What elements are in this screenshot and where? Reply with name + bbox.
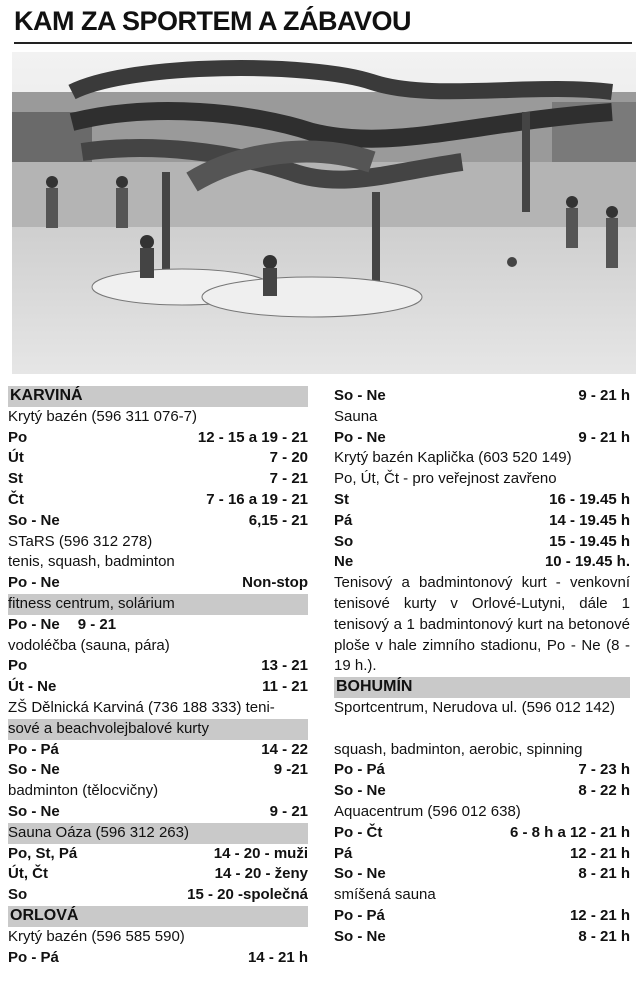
opening-hours: 14 - 20 - muži (213, 844, 308, 862)
opening-hours: 9 - 21 (77, 615, 117, 633)
opening-hours: 12 - 21 h (569, 906, 630, 924)
opening-hours: 9 -21 (273, 761, 308, 779)
schedule-row (334, 906, 630, 927)
day-range: Út (8, 449, 24, 467)
venue-label: Krytý bazén (596 585 590) (8, 927, 185, 945)
schedule-row (334, 532, 630, 553)
city-heading: ORLOVÁ (8, 906, 308, 927)
schedule-row (334, 552, 630, 573)
schedule-row (8, 511, 308, 532)
day-range: Pá (334, 511, 353, 529)
opening-hours: 7 - 20 (269, 449, 308, 467)
day-range: Út, Čt (8, 865, 48, 883)
venue-label: Sauna (334, 407, 378, 425)
day-range: Po - Pá (8, 740, 59, 758)
schedule-row (334, 428, 630, 449)
schedule-row (8, 428, 308, 449)
opening-hours: 8 - 21 h (578, 927, 630, 945)
day-range: So (334, 532, 354, 550)
venue-heading: Sauna Oáza (596 312 263) (8, 823, 308, 844)
venue-label: Po, Út, Čt - pro veřejnost zavřeno (334, 470, 557, 488)
opening-hours: 14 - 21 h (247, 948, 308, 966)
opening-hours: 7 - 23 h (578, 761, 630, 779)
opening-hours: 11 - 21 (262, 678, 308, 696)
listing-column-left (8, 386, 308, 968)
venue-heading: sové a beachvolejbalové kurty (8, 719, 308, 740)
schedule-row (8, 802, 308, 823)
schedule-row (8, 740, 308, 761)
spacer (334, 719, 630, 740)
opening-hours: 7 - 16 a 19 - 21 (206, 490, 308, 508)
day-range: Po - Čt (334, 823, 383, 841)
listing-column-right (334, 386, 630, 948)
schedule-row (8, 490, 308, 511)
day-range: So - Ne (334, 865, 386, 883)
day-range: Po - Pá (334, 761, 385, 779)
opening-hours: 9 - 21 h (578, 428, 630, 446)
day-range: Po - Ne (8, 615, 60, 633)
venue-label: Aquacentrum (596 012 638) (334, 802, 521, 820)
opening-hours: 16 - 19.45 h (549, 490, 630, 508)
venue-label: squash, badminton, aerobic, spinning (334, 740, 583, 758)
day-range: Po, St, Pá (8, 844, 78, 862)
day-range: So - Ne (8, 511, 60, 529)
day-range: So - Ne (8, 761, 60, 779)
schedule-row (8, 864, 308, 885)
day-range: Po (8, 657, 28, 675)
day-range: Po - Pá (334, 906, 385, 924)
day-range: St (8, 470, 23, 488)
schedule-row (334, 864, 630, 885)
opening-hours: 14 - 19.45 h (549, 511, 630, 529)
schedule-row (334, 823, 630, 844)
venue-label: badminton (tělocvičny) (8, 782, 159, 800)
opening-hours: 13 - 21 (261, 657, 308, 675)
venue-description: Sportcentrum, Nerudova ul. (596 012 142) (334, 698, 615, 716)
venue-label: Krytý bazén Kaplička (603 520 149) (334, 449, 572, 467)
day-range: St (334, 490, 349, 508)
schedule-row (8, 469, 308, 490)
title-divider (14, 42, 632, 44)
opening-hours: 14 - 22 (261, 740, 308, 758)
schedule-row (8, 677, 308, 698)
opening-hours: 9 - 21 h (578, 387, 630, 404)
schedule-row (8, 844, 308, 865)
schedule-row (8, 656, 308, 677)
schedule-row (8, 615, 308, 636)
day-range: Út - Ne (8, 678, 57, 696)
day-range: Pá (334, 844, 353, 862)
venue-heading: fitness centrum, solárium (8, 594, 308, 615)
schedule-row (8, 760, 308, 781)
venue-label: tenis, squash, badminton (8, 553, 175, 571)
day-range: Po (8, 428, 28, 446)
day-range: Čt (8, 490, 24, 508)
city-heading: KARVINÁ (8, 386, 308, 407)
schedule-row (334, 760, 630, 781)
venue-label: ZŠ Dělnická Karviná (736 188 333) teni- (8, 698, 275, 716)
venue-description: Tenisový a badmintonový kurt - venkovní tenisové kurty v Orlové-Lutyni, dále 1 tenisový a 1 badmintonový kurt na betonové ploše v hale zimního stadionu, Po - Ne (8 - 19 h.). (334, 574, 630, 675)
water-park-photo (12, 52, 636, 374)
opening-hours: 15 - 19.45 h (549, 532, 630, 550)
schedule-row (334, 844, 630, 865)
schedule-row (334, 781, 630, 802)
opening-hours: Non-stop (242, 574, 308, 592)
opening-hours: 12 - 15 a 19 - 21 (197, 428, 308, 446)
opening-hours: 15 - 20 -společná (187, 886, 308, 904)
opening-hours: 8 - 22 h (578, 782, 630, 800)
schedule-row (8, 573, 308, 594)
schedule-row (334, 490, 630, 511)
day-range: So - Ne (334, 782, 386, 800)
venue-label: STaRS (596 312 278) (8, 532, 153, 550)
venue-label: smíšená sauna (334, 886, 436, 904)
opening-hours: 8 - 21 h (578, 865, 630, 883)
schedule-row (334, 927, 630, 948)
day-range: Po - Ne (334, 428, 386, 446)
schedule-row (8, 948, 308, 969)
schedule-row (8, 885, 308, 906)
day-range: So - Ne (334, 927, 386, 945)
schedule-row (8, 448, 308, 469)
day-range: So - Ne (334, 387, 386, 404)
page-title: KAM ZA SPORTEM A ZÁBAVOU (14, 6, 411, 36)
venue-label: vodoléčba (sauna, pára) (8, 636, 170, 654)
day-range: So - Ne (8, 802, 60, 820)
opening-hours: 7 - 21 (269, 470, 308, 488)
day-range: So (8, 886, 28, 904)
day-range: Po - Ne (8, 574, 60, 592)
day-range: Po - Pá (8, 948, 59, 966)
opening-hours: 10 - 19.45 h. (544, 553, 630, 571)
schedule-row (334, 511, 630, 532)
opening-hours: 9 - 21 (269, 802, 308, 820)
venue-label: Krytý bazén (596 311 076-7) (8, 407, 198, 425)
day-range: Ne (334, 553, 354, 571)
city-heading: BOHUMÍN (334, 677, 630, 698)
schedule-row (334, 386, 630, 407)
opening-hours: 12 - 21 h (569, 844, 630, 862)
opening-hours: 6 - 8 h a 12 - 21 h (509, 823, 630, 841)
opening-hours: 6,15 - 21 (248, 511, 308, 529)
opening-hours: 14 - 20 - ženy (214, 865, 308, 883)
